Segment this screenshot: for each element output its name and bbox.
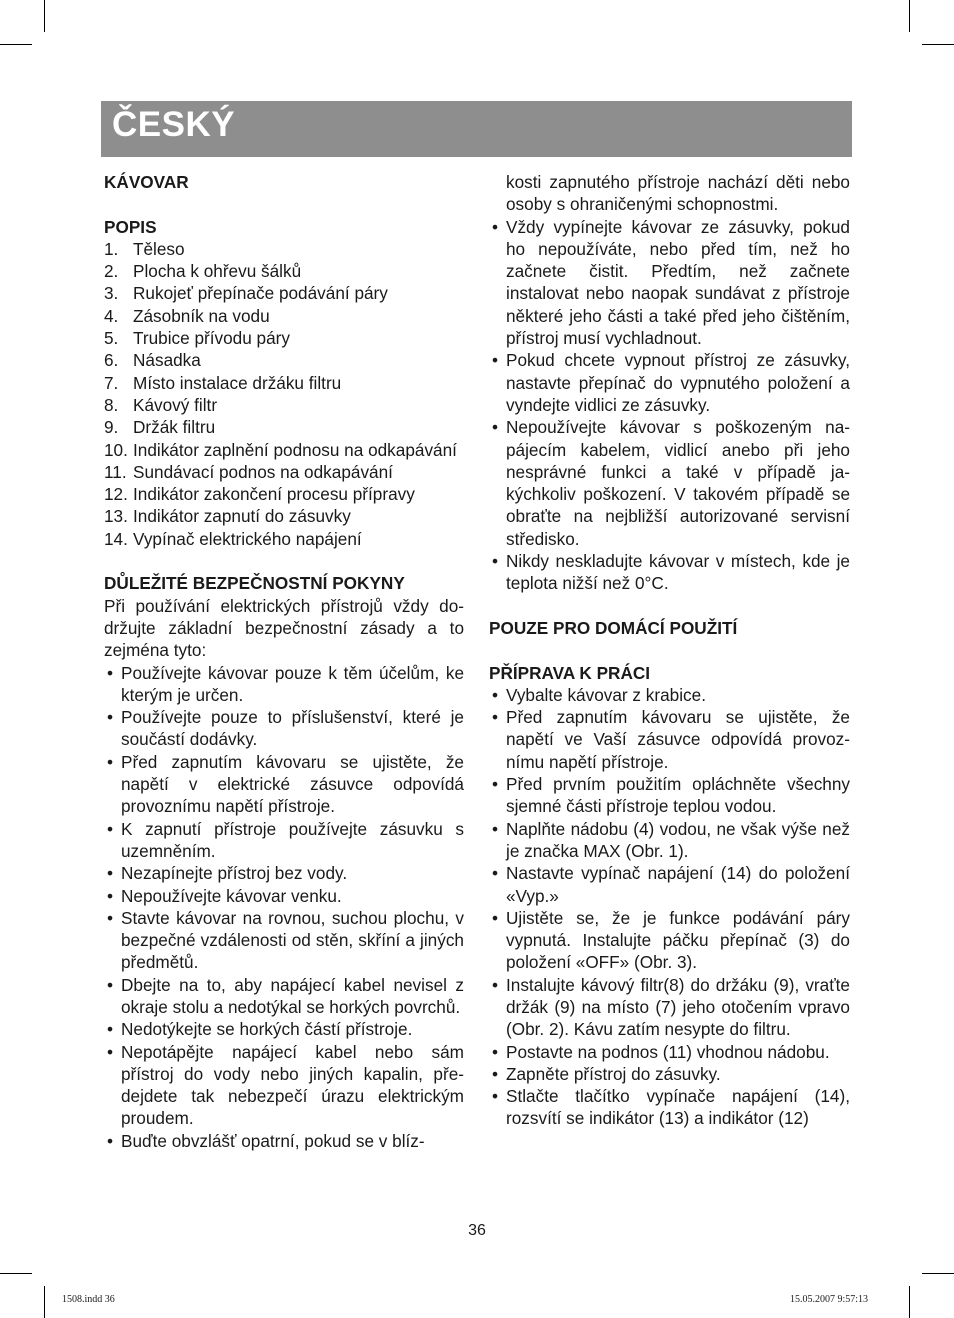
bullet-text: Stlačte tlačítko vypínače napájení (14), rozsvítí se indikátor (13) a indikátor (12)	[506, 1086, 850, 1129]
bullet-text: K zapnutí přístroje používejte zásuvku s uzemněním.	[121, 818, 464, 861]
item-text: Indikátor zakončení procesu přípravy	[133, 484, 415, 505]
bullet-icon: •	[492, 907, 499, 928]
bullet-text: Před prvním použitím opláchněte všechny sjemné části přístroje teplou vodou.	[506, 774, 850, 817]
bullet-text: Zapněte přístroj do zásuvky.	[506, 1063, 721, 1084]
safety-item	[104, 885, 464, 907]
safety-item	[104, 818, 464, 863]
bullet-icon: •	[492, 774, 499, 795]
bullet-text: Postavte na podnos (11) vhodnou nádobu.	[506, 1041, 830, 1062]
product-title: KÁVOVAR	[104, 172, 189, 192]
safety-list	[104, 662, 464, 1153]
bullet-icon: •	[107, 863, 114, 884]
safety-item	[104, 662, 464, 707]
parts-list-item	[104, 394, 464, 416]
item-text: Místo instalace držáku filtru	[133, 372, 342, 393]
parts-list-item	[104, 439, 464, 461]
right-column	[489, 171, 850, 1130]
crop-mark-bottom-left	[44, 1286, 45, 1318]
item-number: 3.	[104, 283, 119, 304]
item-text: Indikátor zapnutí do zásuvky	[133, 506, 351, 527]
safety-item	[489, 349, 850, 416]
slug-timestamp: 15.05.2007 9:57:13	[790, 1294, 869, 1305]
preparation-item	[489, 684, 850, 706]
bullet-text: Instalujte kávový filtr(8) do držáku (9), vraťte držák (9) na místo (7) jeho otočením vpravo (Obr. 2). Kávu zatím nesypte do filtru.	[506, 974, 850, 1040]
safety-item	[104, 862, 464, 884]
bullet-text: Před zapnutím kávovaru se ujistěte, že napětí v elektrické zásuvce odpovídá provoznímu napětí přístroje.	[121, 751, 464, 817]
parts-list-item	[104, 483, 464, 505]
bullet-icon: •	[492, 417, 499, 438]
item-text: Sundávací podnos na odkapávání	[133, 461, 393, 482]
bullet-text: Nikdy neskladujte kávovar v místech, kde je teplota nižší než 0°C.	[506, 551, 850, 594]
item-text: Násadka	[133, 350, 201, 371]
parts-list-item	[104, 282, 464, 304]
item-number: 14.	[104, 528, 128, 549]
preparation-item	[489, 818, 850, 863]
preparation-item	[489, 1041, 850, 1063]
bullet-icon: •	[492, 974, 499, 995]
safety-item	[104, 1018, 464, 1040]
item-number: 8.	[104, 394, 119, 415]
preparation-item	[489, 773, 850, 818]
bullet-text: Používejte kávovar pouze k těm účelům, ke kterým je určen.	[121, 662, 464, 705]
crop-mark-top-right	[922, 44, 954, 45]
item-text: Kávový filtr	[133, 394, 218, 415]
parts-list-item	[104, 349, 464, 371]
preparation-heading: PŘÍPRAVA K PRÁCI	[489, 662, 651, 683]
parts-list-item	[104, 372, 464, 394]
bullet-icon: •	[492, 818, 499, 839]
bullet-text: Nastavte vypínač napájení (14) do položení «Vyp.»	[506, 863, 850, 906]
item-text: Rukojeť přepínače podávání páry	[133, 283, 388, 304]
bullet-text: Vybalte kávovar z krabice.	[506, 684, 706, 705]
safety-continued: kosti zapnutého přístroje nachází děti nebo osoby s ohraničenými schopnostmi.	[506, 172, 850, 215]
item-text: Trubice přívodu páry	[133, 328, 290, 349]
item-text: Plocha k ohřevu šálků	[133, 261, 302, 282]
bullet-icon: •	[107, 974, 114, 995]
parts-list	[104, 238, 464, 550]
item-number: 6.	[104, 350, 119, 371]
parts-list-item	[104, 505, 464, 527]
bullet-text: Naplňte nádobu (4) vodou, ne však výše než je značka MAX (Obr. 1).	[506, 818, 850, 861]
preparation-item	[489, 974, 850, 1041]
left-column	[104, 171, 464, 1152]
item-number: 2.	[104, 261, 119, 282]
bullet-icon: •	[492, 1041, 499, 1062]
bullet-icon: •	[107, 885, 114, 906]
safety-item	[104, 907, 464, 974]
safety-heading: DŮLEŽITÉ BEZPEČNOSTNÍ POKYNY	[104, 573, 405, 594]
bullet-icon: •	[492, 684, 499, 705]
parts-list-item	[104, 327, 464, 349]
item-number: 13.	[104, 506, 128, 527]
parts-list-item	[104, 305, 464, 327]
bullet-text: Nedotýkejte se horkých částí přístroje.	[121, 1019, 413, 1040]
bullet-text: Nezapínejte přístroj bez vody.	[121, 863, 348, 884]
crop-mark-top-left	[0, 44, 32, 45]
item-number: 7.	[104, 372, 119, 393]
bullet-text: Buďte obvzlášť opatrní, pokud se v blíz-	[121, 1130, 425, 1151]
crop-mark-bottom-right	[909, 1286, 910, 1318]
safety-item	[104, 1041, 464, 1130]
bullet-icon: •	[492, 707, 499, 728]
bullet-text: Dbejte na to, aby napájecí kabel nevisel z okraje stolu a nedotýkal se horkých povrchů.	[121, 974, 464, 1017]
safety-intro: Při používání elektrických přístrojů vždy dodržujte základní bezpečnostní zásady a to zejména tyto:	[104, 595, 464, 661]
item-text: Držák filtru	[133, 417, 216, 438]
item-text: Těleso	[133, 238, 185, 259]
bullet-icon: •	[492, 551, 499, 572]
bullet-icon: •	[107, 1041, 114, 1062]
item-text: Indikátor zaplnění podnosu na odkapávání	[133, 439, 457, 460]
parts-list-item	[104, 260, 464, 282]
item-number: 12.	[104, 484, 128, 505]
parts-list-item	[104, 461, 464, 483]
preparation-item	[489, 706, 850, 773]
bullet-icon: •	[492, 216, 499, 237]
bullet-icon: •	[107, 707, 114, 728]
parts-list-item	[104, 416, 464, 438]
item-number: 9.	[104, 417, 119, 438]
item-number: 4.	[104, 305, 119, 326]
preparation-item	[489, 862, 850, 907]
safety-item	[104, 706, 464, 751]
safety-item	[489, 216, 850, 350]
bullet-text: Nepotápějte napájecí kabel nebo sám přístroj do vody nebo jiných kapalin, předejdete tak nebezpečí úrazu elektrickým proudem.	[121, 1041, 464, 1129]
bullet-icon: •	[492, 1086, 499, 1107]
slug-file-info: 1508.indd 36	[62, 1294, 115, 1305]
safety-item	[489, 550, 850, 595]
bullet-icon: •	[107, 907, 114, 928]
bullet-icon: •	[107, 1019, 114, 1040]
crop-mark-top-left	[44, 0, 45, 32]
language-title: ČESKÝ	[112, 105, 236, 144]
bullet-icon: •	[492, 350, 499, 371]
bullet-text: Ujistěte se, že je funkce podávání páry vypnutá. Instalujte páčku přepínač (3) do položení «OFF» (Obr. 3).	[506, 907, 850, 973]
bullet-text: Před zapnutím kávovaru se ujistěte, že napětí ve Vaší zásuvce odpovídá provoznímu napětí přístroje.	[506, 707, 850, 772]
bullet-icon: •	[492, 863, 499, 884]
parts-heading: POPIS	[104, 216, 157, 237]
safety-item	[489, 416, 850, 550]
bullet-text: Vždy vypínejte kávovar ze zásuvky, pokud ho nepoužíváte, nebo před tím, než ho začnete čistit. Předtím, než začnete instalovat nebo naopak sundávat z přístroje některé jeho části a také před jeho čištěním, přístroj musí vychladnout.	[506, 216, 850, 349]
preparation-item	[489, 1085, 850, 1130]
preparation-list	[489, 684, 850, 1130]
crop-mark-top-right	[909, 0, 910, 32]
parts-list-item	[104, 528, 464, 550]
bullet-text: Nepoužívejte kávovar s poškozeným napájecím kabelem, vidlicí anebo při jeho nesprávné funkci a také v případě jakýchkoliv poškození. V takovém případě se obraťte na nejbližší autorizované servisní středisko.	[506, 417, 850, 549]
item-number: 10.	[104, 439, 128, 460]
bullet-text: Pokud chcete vypnout přístroj ze zásuvky, nastavte přepínač do vypnutého položení a vyndejte vidlici ze zásuvky.	[506, 350, 850, 415]
crop-mark-bottom-left	[0, 1273, 32, 1274]
bullet-icon: •	[107, 751, 114, 772]
safety-item	[104, 974, 464, 1019]
item-number: 11.	[104, 461, 127, 482]
item-number: 5.	[104, 328, 119, 349]
item-text: Zásobník na vodu	[133, 305, 270, 326]
bullet-text: Nepoužívejte kávovar venku.	[121, 885, 342, 906]
bullet-icon: •	[107, 662, 114, 683]
preparation-item	[489, 1063, 850, 1085]
language-banner	[101, 101, 852, 157]
safety-item	[104, 751, 464, 818]
parts-list-item	[104, 238, 464, 260]
bullet-icon: •	[107, 818, 114, 839]
item-text: Vypínač elektrického napájení	[133, 528, 362, 549]
bullet-icon: •	[492, 1063, 499, 1084]
home-use-heading: POUZE PRO DOMÁCÍ POUŽITÍ	[489, 617, 738, 638]
page-number: 36	[468, 1222, 486, 1239]
bullet-icon: •	[107, 1130, 114, 1151]
crop-mark-bottom-right	[922, 1273, 954, 1274]
bullet-text: Stavte kávovar na rovnou, suchou plochu, v bezpečné vzdálenosti od stěn, skříní a jiných předmětů.	[121, 907, 464, 973]
bullet-text: Používejte pouze to příslušenství, které je součástí dodávky.	[121, 707, 464, 750]
preparation-item	[489, 907, 850, 974]
safety-item	[104, 1130, 464, 1152]
safety-list-continued	[489, 216, 850, 595]
item-number: 1.	[104, 238, 119, 259]
